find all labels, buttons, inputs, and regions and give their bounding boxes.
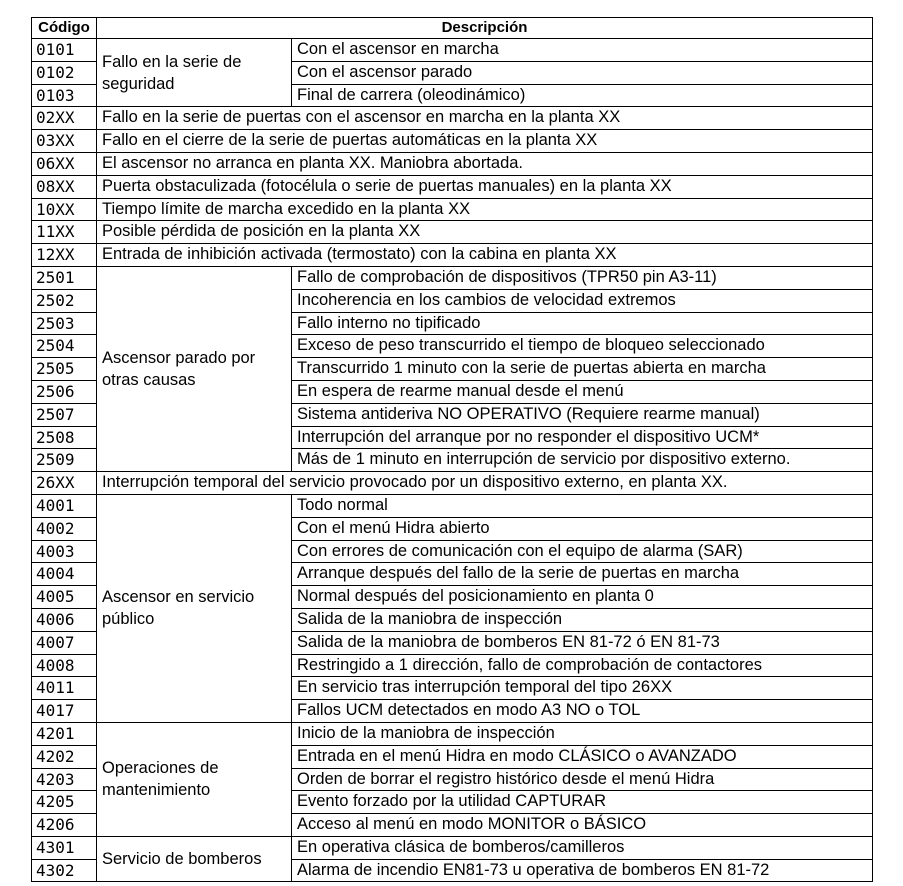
- event-description: Alarma de incendio EN81-73 u operativa de bomberos EN 81-72: [292, 859, 873, 882]
- event-description: Posible pérdida de posición en la planta XX: [97, 221, 873, 244]
- table-row: [32, 152, 873, 175]
- table-row: [32, 198, 873, 221]
- table-row: [32, 175, 873, 198]
- table-row: [32, 836, 873, 859]
- event-description: Normal después del posicionamiento en planta 0: [292, 586, 873, 609]
- event-category: Ascensor en servicio público: [97, 494, 292, 722]
- event-code: 4005: [32, 586, 97, 609]
- event-code: 2507: [32, 403, 97, 426]
- table-row: [32, 39, 873, 62]
- event-category: Operaciones de mantenimiento: [97, 722, 292, 836]
- event-description: Orden de borrar el registro histórico desde el menú Hidra: [292, 768, 873, 791]
- event-code: 26XX: [32, 472, 97, 495]
- event-code: 4001: [32, 494, 97, 517]
- table-row: [32, 266, 873, 289]
- event-description: Interrupción temporal del servicio provocado por un dispositivo externo, en planta XX.: [97, 472, 873, 495]
- event-code: 2502: [32, 289, 97, 312]
- event-code: 03XX: [32, 130, 97, 153]
- event-code: 2506: [32, 380, 97, 403]
- event-category: Ascensor parado por otras causas: [97, 266, 292, 471]
- event-code: 4302: [32, 859, 97, 882]
- event-code: 4004: [32, 563, 97, 586]
- event-description: Transcurrido 1 minuto con la serie de puertas abierta en marcha: [292, 358, 873, 381]
- event-description: Arranque después del fallo de la serie de puertas en marcha: [292, 563, 873, 586]
- event-code: 4006: [32, 608, 97, 631]
- event-description: Entrada de inhibición activada (termostato) con la cabina en planta XX: [97, 244, 873, 267]
- event-description: Puerta obstaculizada (fotocélula o serie de puertas manuales) en la planta XX: [97, 175, 873, 198]
- event-description: Fallos UCM detectados en modo A3 NO o TOL: [292, 700, 873, 723]
- event-code-table: [31, 17, 873, 882]
- event-description: En operativa clásica de bomberos/camilleros: [292, 836, 873, 859]
- event-description: Entrada en el menú Hidra en modo CLÁSICO o AVANZADO: [292, 745, 873, 768]
- event-description: Fallo interno no tipificado: [292, 312, 873, 335]
- event-code: 4206: [32, 814, 97, 837]
- event-description: Incoherencia en los cambios de velocidad extremos: [292, 289, 873, 312]
- event-code: 4008: [32, 654, 97, 677]
- event-code: 12XX: [32, 244, 97, 267]
- event-description: Salida de la maniobra de inspección: [292, 608, 873, 631]
- table-row: [32, 130, 873, 153]
- event-code: 08XX: [32, 175, 97, 198]
- table-row: [32, 221, 873, 244]
- event-description: Más de 1 minuto en interrupción de servicio por dispositivo externo.: [292, 449, 873, 472]
- table-row: [32, 107, 873, 130]
- event-description: En servicio tras interrupción temporal del tipo 26XX: [292, 677, 873, 700]
- event-code: 11XX: [32, 221, 97, 244]
- event-description: Interrupción del arranque por no responder el dispositivo UCM*: [292, 426, 873, 449]
- event-code: 4011: [32, 677, 97, 700]
- event-description: Evento forzado por la utilidad CAPTURAR: [292, 791, 873, 814]
- event-code: 2503: [32, 312, 97, 335]
- event-code: 2509: [32, 449, 97, 472]
- event-description: Tiempo límite de marcha excedido en la planta XX: [97, 198, 873, 221]
- event-description: Todo normal: [292, 494, 873, 517]
- event-code: 4301: [32, 836, 97, 859]
- event-description: Exceso de peso transcurrido el tiempo de bloqueo seleccionado: [292, 335, 873, 358]
- event-code: 4003: [32, 540, 97, 563]
- event-code: 0103: [32, 84, 97, 107]
- event-description: Salida de la maniobra de bomberos EN 81-72 ó EN 81-73: [292, 631, 873, 654]
- event-description: Final de carrera (oleodinámico): [292, 84, 873, 107]
- event-category: Fallo en la serie de seguridad: [97, 39, 292, 107]
- event-code: 2501: [32, 266, 97, 289]
- event-description: Restringido a 1 dirección, fallo de comprobación de contactores: [292, 654, 873, 677]
- event-description: El ascensor no arranca en planta XX. Maniobra abortada.: [97, 152, 873, 175]
- event-description: Inicio de la maniobra de inspección: [292, 722, 873, 745]
- event-code: 06XX: [32, 152, 97, 175]
- table-row: [32, 494, 873, 517]
- event-code: 4017: [32, 700, 97, 723]
- event-description: Con errores de comunicación con el equipo de alarma (SAR): [292, 540, 873, 563]
- event-category: Servicio de bomberos: [97, 836, 292, 882]
- table-row: [32, 722, 873, 745]
- event-description: Con el menú Hidra abierto: [292, 517, 873, 540]
- table-body: [32, 39, 873, 882]
- event-code: 10XX: [32, 198, 97, 221]
- event-code: 4007: [32, 631, 97, 654]
- header-row: [32, 18, 873, 39]
- description-column-header: Descripción: [97, 18, 873, 39]
- event-description: Acceso al menú en modo MONITOR o BÁSICO: [292, 814, 873, 837]
- event-code: 2508: [32, 426, 97, 449]
- event-code: 4203: [32, 768, 97, 791]
- event-description: Fallo en la serie de puertas con el ascensor en marcha en la planta XX: [97, 107, 873, 130]
- code-column-header: Código: [32, 18, 97, 39]
- event-code: 0101: [32, 39, 97, 62]
- event-description: Con el ascensor parado: [292, 61, 873, 84]
- event-description: En espera de rearme manual desde el menú: [292, 380, 873, 403]
- event-code: 4201: [32, 722, 97, 745]
- event-code: 02XX: [32, 107, 97, 130]
- event-code: 2504: [32, 335, 97, 358]
- table-row: [32, 472, 873, 495]
- event-description: Fallo en el cierre de la serie de puertas automáticas en la planta XX: [97, 130, 873, 153]
- event-code: 2505: [32, 358, 97, 381]
- event-code: 4002: [32, 517, 97, 540]
- event-description: Sistema antideriva NO OPERATIVO (Requiere rearme manual): [292, 403, 873, 426]
- event-description: Con el ascensor en marcha: [292, 39, 873, 62]
- event-code: 0102: [32, 61, 97, 84]
- event-code: 4205: [32, 791, 97, 814]
- event-code: 4202: [32, 745, 97, 768]
- table-row: [32, 244, 873, 267]
- event-description: Fallo de comprobación de dispositivos (TPR50 pin A3-11): [292, 266, 873, 289]
